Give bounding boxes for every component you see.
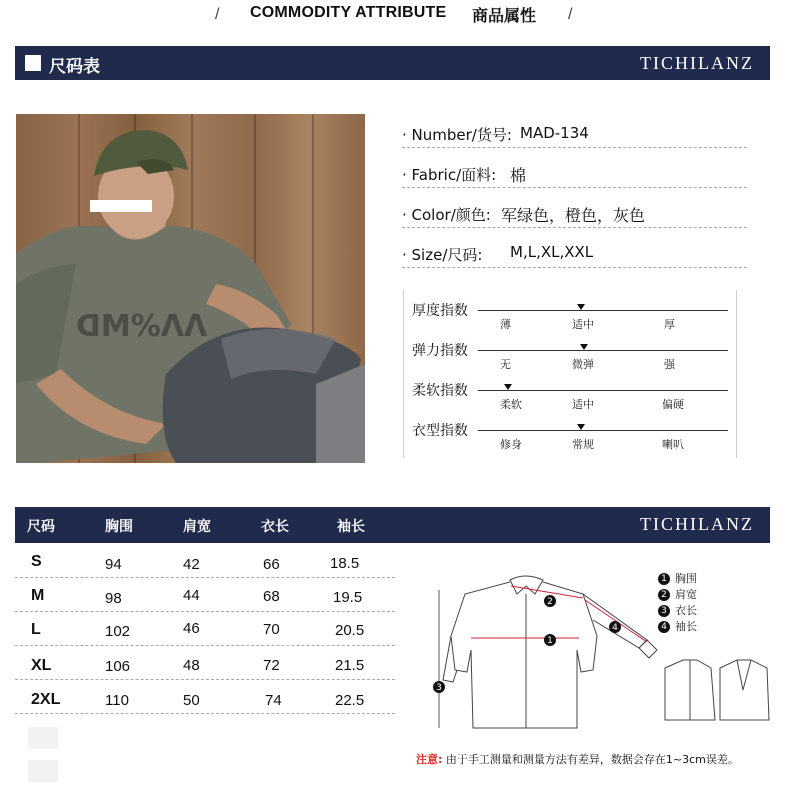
legend-item-length: [658, 602, 697, 618]
chest-cell: 110: [105, 692, 129, 709]
fabric-index-panel: [403, 290, 737, 458]
index-marker-icon: [577, 424, 585, 430]
legend-label: 衣长: [675, 604, 697, 617]
index-option: 常规: [572, 438, 594, 451]
table-row: [15, 684, 395, 714]
spec-fabric-value: 棉: [510, 166, 527, 185]
size-chart-bar: [15, 46, 770, 80]
shoulder-cell: 48: [183, 657, 200, 674]
index-scale-line: [478, 310, 728, 311]
chest-cell: 98: [105, 590, 122, 607]
header-title-cn: 商品属性: [472, 6, 537, 25]
legend-item-chest: [658, 570, 697, 586]
legend-number: 1: [658, 573, 670, 585]
shoulder-cell: 44: [183, 587, 200, 604]
shoulder-cell: 50: [183, 692, 200, 709]
spec-fabric: [402, 160, 747, 188]
table-row: [15, 582, 395, 612]
index-option: 柔软: [500, 398, 522, 411]
svg-text:4: 4: [612, 623, 618, 633]
index-option: 厚: [664, 318, 675, 331]
spec-number-value: MAD-134: [520, 124, 589, 142]
index-option: 无: [500, 358, 511, 371]
column-header-length: 衣长: [261, 519, 289, 535]
spec-fabric-label: · Fabric/面料:: [402, 166, 497, 184]
shirt-measurement-illustration: [415, 560, 775, 740]
index-row-elasticity: [404, 334, 738, 374]
legend-label: 袖长: [675, 620, 697, 633]
length-cell: 70: [263, 621, 280, 638]
index-option: 喇叭: [662, 438, 684, 451]
legend-item-shoulder: [658, 586, 697, 602]
size-chart-title: 尺码表: [49, 57, 100, 77]
index-row-fit: [404, 414, 738, 454]
spec-color-value: 军绿色，橙色，灰色: [501, 206, 646, 225]
chest-cell: 102: [105, 623, 131, 640]
index-option: 微弹: [572, 358, 594, 371]
index-marker-icon: [580, 344, 588, 350]
model-figure-illustration: [16, 114, 365, 463]
sleeve-cell: 20.5: [335, 622, 365, 639]
measurement-note: [416, 751, 739, 767]
spec-number: [402, 120, 747, 148]
legend-label: 肩宽: [675, 588, 697, 601]
spec-number-label: · Number/货号:: [402, 126, 512, 144]
length-cell: 74: [265, 692, 282, 709]
spec-size-value: M,L,XL,XXL: [510, 243, 594, 261]
length-cell: 72: [263, 657, 280, 674]
index-row-thickness: [404, 294, 738, 334]
length-cell: 68: [263, 588, 280, 605]
legend-number: 4: [658, 621, 670, 633]
index-scale-line: [478, 430, 728, 431]
index-name: 厚度指数: [412, 303, 468, 319]
index-name: 衣型指数: [412, 423, 468, 439]
index-option: 强: [664, 358, 675, 371]
length-cell: 66: [263, 556, 280, 573]
table-row: [15, 616, 395, 646]
shoulder-cell: 42: [183, 556, 200, 573]
sleeve-cell: 18.5: [330, 555, 360, 572]
index-marker-icon: [577, 304, 585, 310]
header-title-en: COMMODITY ATTRIBUTE: [250, 4, 447, 21]
size-cell: S: [31, 553, 42, 570]
index-name: 弹力指数: [412, 343, 468, 359]
svg-text:2: 2: [547, 597, 553, 607]
size-cell: 2XL: [31, 691, 61, 708]
index-scale-line: [478, 350, 728, 351]
column-header-shoulder: 肩宽: [183, 519, 211, 535]
chest-cell: 106: [105, 658, 131, 675]
note-prefix: 注意:: [416, 753, 443, 766]
table-row: [15, 650, 395, 680]
column-header-chest: 胸围: [105, 519, 133, 535]
legend-label: 胸围: [675, 572, 697, 585]
spec-color-label: · Color/颜色:: [402, 206, 491, 224]
spec-size: [402, 240, 747, 268]
brand-name: TICHILANZ: [640, 53, 754, 73]
index-option: 适中: [572, 318, 594, 331]
index-name: 柔软指数: [412, 383, 468, 399]
spec-color: [402, 200, 747, 228]
brand-name: TICHILANZ: [640, 514, 754, 534]
index-option: 修身: [500, 438, 522, 451]
faint-placeholder: [28, 727, 58, 749]
measurement-diagram: [415, 560, 775, 740]
sleeve-cell: 22.5: [335, 692, 365, 709]
sleeve-cell: 21.5: [335, 657, 365, 674]
column-header-size: 尺码: [27, 519, 55, 535]
table-row: [15, 548, 395, 578]
header-slash-right: /: [568, 6, 573, 23]
index-row-softness: [404, 374, 738, 414]
note-text: 由于手工测量和测量方法有差异，数据会存在1~3cm误差。: [445, 753, 739, 766]
chest-cell: 94: [105, 556, 122, 573]
index-option: 偏硬: [662, 398, 684, 411]
size-cell: M: [31, 587, 45, 604]
legend-number: 3: [658, 605, 670, 617]
svg-text:3: 3: [436, 683, 442, 693]
index-option: 薄: [500, 318, 511, 331]
svg-text:1: 1: [547, 636, 553, 646]
page-header: [0, 0, 790, 34]
shoulder-cell: 46: [183, 620, 200, 637]
model-photo: [16, 114, 365, 463]
sleeve-cell: 19.5: [333, 589, 363, 606]
svg-text:ᗡM%ɅɅ: ᗡM%ɅɅ: [76, 309, 208, 344]
size-table-header: [15, 507, 770, 543]
index-option: 适中: [572, 398, 594, 411]
spec-size-label: · Size/尺码:: [402, 246, 483, 264]
column-header-sleeve: 袖长: [337, 519, 365, 535]
faint-placeholder: [28, 760, 58, 782]
size-cell: XL: [31, 657, 52, 674]
size-cell: L: [31, 621, 41, 638]
header-slash-left: /: [215, 6, 220, 23]
square-icon: [25, 55, 41, 71]
legend-item-sleeve: [658, 618, 697, 634]
index-scale-line: [478, 390, 728, 391]
index-marker-icon: [504, 384, 512, 390]
legend-number: 2: [658, 589, 670, 601]
